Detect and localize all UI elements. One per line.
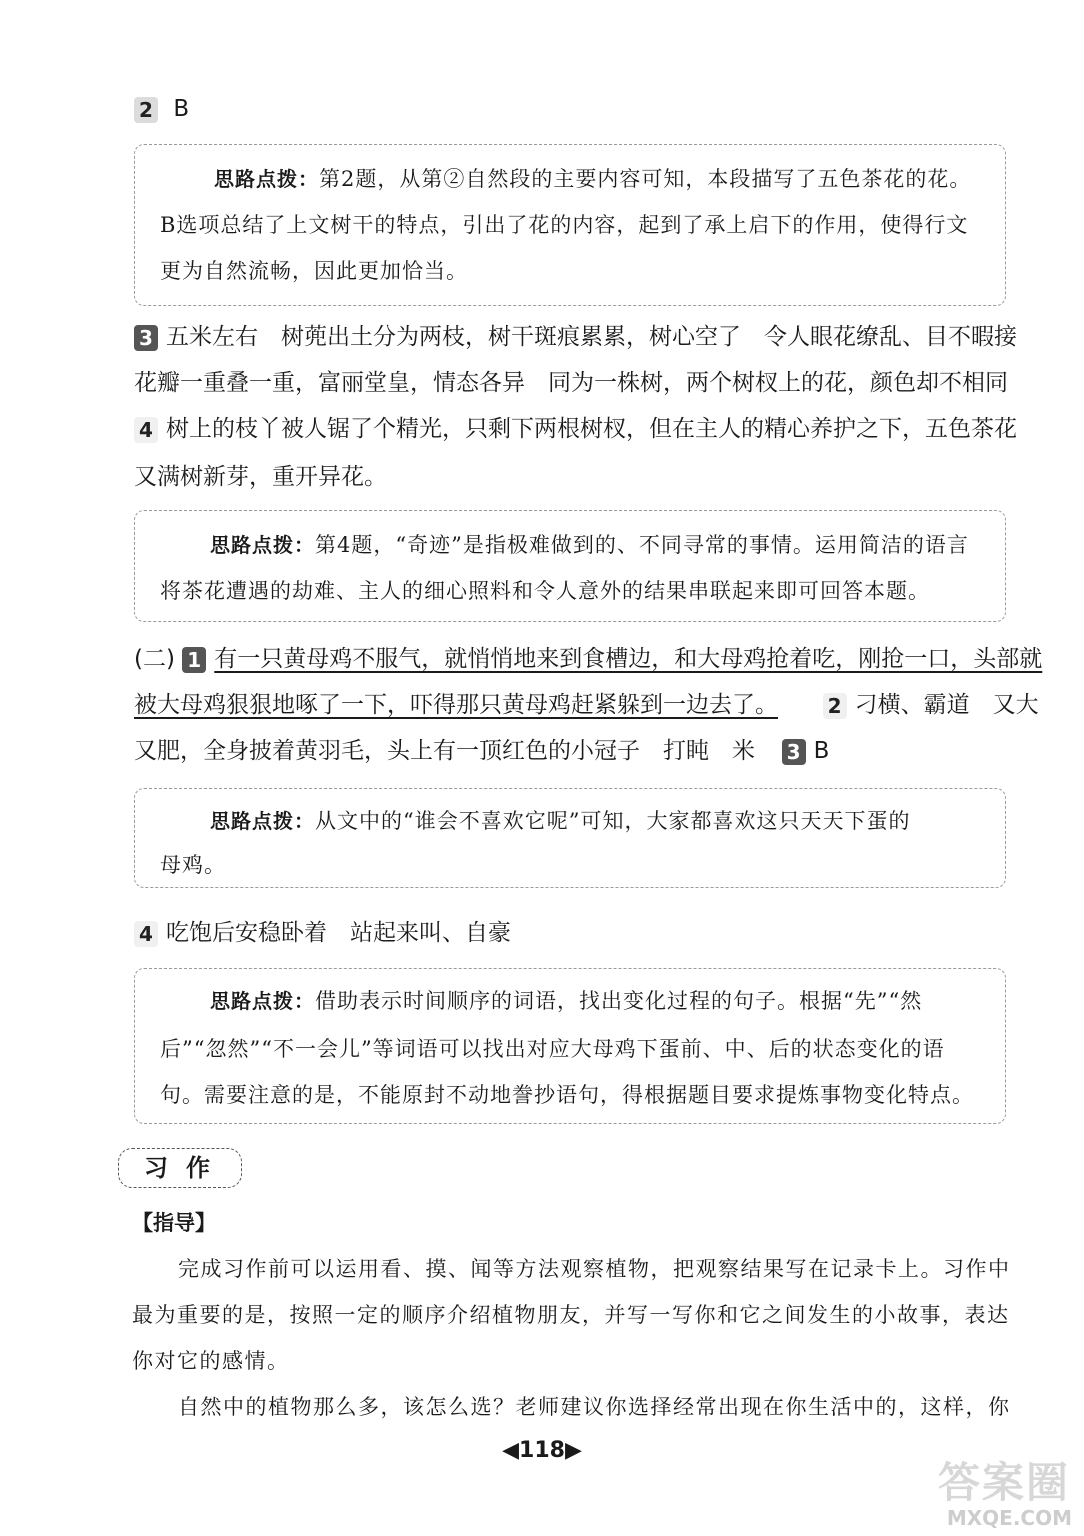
hint-text: 第4题，“奇迹”是指极难做到的、不同寻常的事情。运用简洁的语言	[315, 533, 969, 557]
guide-paragraph-line: 最为重要的是，按照一定的顺序介绍植物朋友，并写一写你和它之间发生的小故事，表达	[132, 1303, 1010, 1327]
question-number-badge: 3	[782, 739, 806, 765]
part2-q4	[134, 918, 511, 948]
question-number-badge: 2	[134, 97, 158, 123]
guide-paragraph-line: 自然中的植物那么多，该怎么选？老师建议你选择经常出现在你生活中的，这样，你	[178, 1395, 1011, 1419]
part2-q2-line2	[134, 736, 829, 766]
hint-text: 借助表示时间顺序的词语，找出变化过程的句子。根据“先”“然	[315, 989, 923, 1013]
watermark-logo: 答案圈	[937, 1458, 1070, 1507]
answer-text: 吃饱后安稳卧着 站起来叫、自豪	[166, 920, 511, 946]
question-number-badge: 2	[823, 693, 847, 719]
hint-line	[214, 164, 971, 194]
answer-text: 树上的枝丫被人锯了个精光，只剩下两根树杈，但在主人的精心养护之下，五色茶花	[166, 416, 1017, 442]
question-number-badge: 4	[134, 417, 158, 443]
hint-line	[210, 530, 969, 560]
watermark	[928, 1450, 1078, 1530]
hint-label: 思路点拨：	[214, 167, 319, 191]
answer-3-line2: 花瓣一重叠一重，富丽堂皇，情态各异 同为一株树，两个树杈上的花，颜色却不相同	[134, 370, 1008, 396]
hint-line: 将茶花遭遇的劫难、主人的细心照料和令人意外的结果串联起来即可回答本题。	[160, 579, 930, 603]
answer-3-line1	[134, 322, 1017, 352]
answer-2	[134, 94, 189, 124]
answer-4-line2: 又满树新芽，重开异花。	[134, 464, 387, 490]
hint-line	[210, 986, 922, 1016]
hint-label: 思路点拨：	[210, 989, 315, 1013]
guide-paragraph-line: 你对它的感情。	[132, 1349, 290, 1373]
question-number-badge: 1	[182, 647, 206, 673]
hint-box-part2-q3	[134, 788, 1006, 888]
hint-line: 句。需要注意的是，不能原封不动地誊抄语句，得根据题目要求提炼事物变化特点。	[160, 1083, 974, 1107]
hint-line	[210, 806, 910, 836]
part2-q1-line1	[134, 644, 1042, 674]
hint-label: 思路点拨：	[210, 809, 315, 833]
section-prefix: (二)	[134, 646, 175, 672]
hint-line: 后”“忽然”“不一会儿”等词语可以找出对应大母鸡下蛋前、中、后的状态变化的语	[160, 1037, 945, 1061]
answer-text: 五米左右 树蔸出土分为两枝，树干斑痕累累，树心空了 令人眼花缭乱、目不暇接	[166, 324, 1017, 350]
page-number: ◀118▶	[502, 1438, 582, 1463]
answer-text: B	[173, 96, 190, 122]
hint-text: 第2题，从第②自然段的主要内容可知，本段描写了五色茶花的花。	[319, 167, 972, 191]
part2-q1-line2	[134, 690, 1039, 720]
hint-line: 更为自然流畅，因此更加恰当。	[160, 259, 468, 283]
watermark-url: MXQE.COM	[946, 1506, 1072, 1530]
answer-4-line1	[134, 414, 1017, 444]
question-number-badge: 3	[134, 325, 158, 351]
question-number-badge: 4	[134, 921, 158, 947]
answer-text: 有一只黄母鸡不服气，就悄悄地来到食槽边，和大母鸡抢着吃，刚抢一口，头部就	[214, 646, 1043, 672]
hint-line: 母鸡。	[160, 853, 226, 877]
guide-paragraph-line: 完成习作前可以运用看、摸、闻等方法观察植物，把观察结果写在记录卡上。习作中	[178, 1257, 1011, 1281]
answer-text: 又肥，全身披着黄羽毛，头上有一顶红色的小冠子 打盹 米	[134, 738, 755, 764]
hint-line: B选项总结了上文树干的特点，引出了花的内容，起到了承上启下的作用，使得行文	[160, 213, 969, 237]
answer-text: 被大母鸡狠狠地啄了一下，吓得那只黄母鸡赶紧躲到一边去了。	[134, 692, 778, 718]
guide-label: 【指导】	[132, 1211, 216, 1235]
hint-text: 从文中的“谁会不喜欢它呢”可知，大家都喜欢这只天天下蛋的	[315, 809, 911, 833]
section-title-writing: 习作	[118, 1148, 242, 1188]
answer-text: 刁横、霸道 又大	[854, 692, 1039, 718]
answer-text: B	[813, 738, 830, 764]
hint-label: 思路点拨：	[210, 533, 315, 557]
